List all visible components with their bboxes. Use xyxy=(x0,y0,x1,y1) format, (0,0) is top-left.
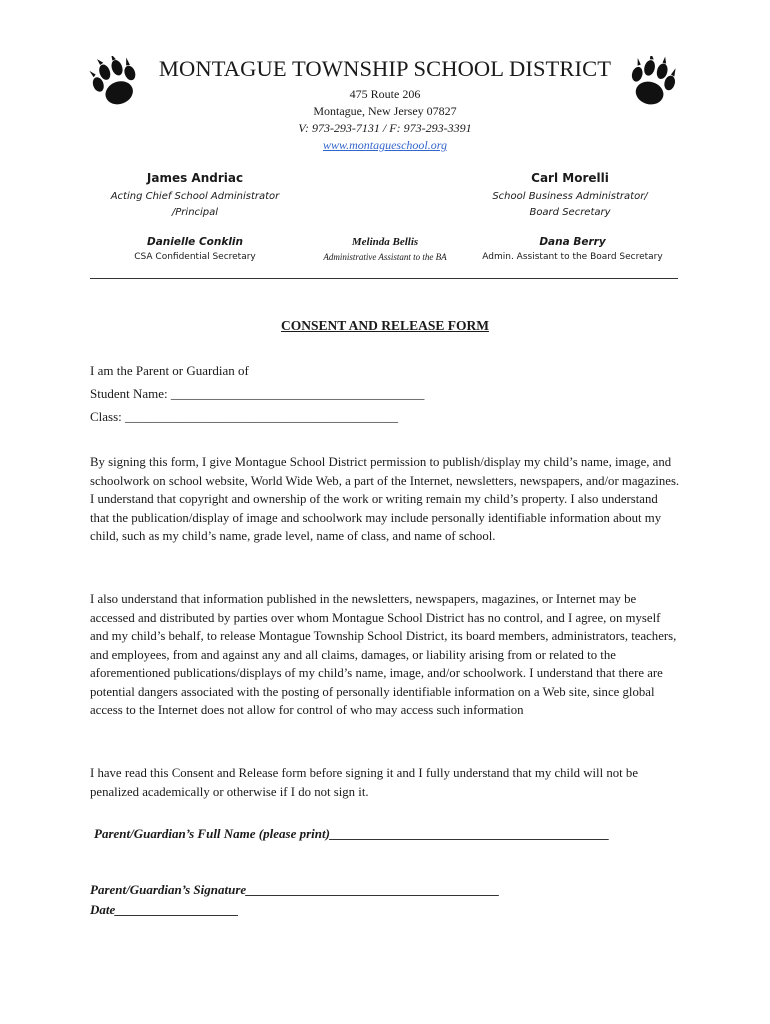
release-paragraph: I also understand that information published in the newsletters, newspapers, magazines, or Internet may be accessed and distributed by parties over whom Montague School District has no control, and I agree, on myself and my child’s behalf, to release Montague Township School District, its board members, administrators, teachers, and employees, from and against any and all claims, damages, or liability arising from or related to the aforementioned publications/displays of my child’s name, image, and/or schoolwork. I understand that there are potential dangers associated with the posting of personally identifiable information on a Web site, since global access to the Internet does not allow for control of who may access such information xyxy=(90,592,677,717)
address-line-1: 475 Route 206 xyxy=(349,87,421,101)
staff-dana-berry xyxy=(480,236,665,264)
staff-name: Melinda Bellis xyxy=(351,236,419,248)
staff-name: Carl Morelli xyxy=(531,171,609,185)
staff-name: Danielle Conklin xyxy=(146,236,244,248)
form-title: CONSENT AND RELEASE FORM xyxy=(281,318,489,333)
staff-name: Dana Berry xyxy=(539,236,606,248)
acknowledgement-paragraph: I have read this Consent and Release form before signing it and I fully understand that my child will not be penalized academically or otherwise if I do not sign it. xyxy=(90,766,638,799)
date-field[interactable]: Date___________________ xyxy=(90,902,239,917)
staff-title: School Business Administrator/ Board Secretary xyxy=(492,191,648,218)
staff-title: Admin. Assistant to the Board Secretary xyxy=(482,252,663,262)
guardian-intro: I am the Parent or Guardian of xyxy=(90,363,249,378)
staff-title: Acting Chief School Administrator /Principal xyxy=(110,191,280,218)
consent-paragraph: By signing this form, I give Montague School District permission to publish/display my child’s name, image, and schoolwork on school website, World Wide Web, a part of the Internet, newsletters, newspapers, and/or magazines. I understand that copyright and ownership of the work or writing remain my child’s property. I also understand that the publication/display of image and schoolwork may include personally identifiable information about my child, such as my child’s name, grade level, name of class, and name of school. xyxy=(90,455,680,543)
staff-name: James Andriac xyxy=(146,171,244,185)
phone-fax: V: 973-293-7131 / F: 973-293-3391 xyxy=(298,121,472,135)
staff-melinda-bellis xyxy=(300,236,470,264)
student-name-field[interactable]: Student Name: _______________________________________ xyxy=(90,386,425,401)
address-line-2: Montague, New Jersey 07827 xyxy=(313,104,457,118)
staff-james-andriac xyxy=(100,171,290,221)
staff-carl-morelli xyxy=(480,171,660,221)
staff-danielle-conklin xyxy=(100,236,290,264)
website-link[interactable]: www.montagueschool.org xyxy=(322,138,447,152)
header-divider xyxy=(90,278,678,279)
full-name-field[interactable]: Parent/Guardian’s Full Name (please print)___________________________________________ xyxy=(94,826,610,841)
district-name: MONTAGUE TOWNSHIP SCHOOL DISTRICT xyxy=(158,56,612,81)
class-field[interactable]: Class: __________________________________________ xyxy=(90,409,399,424)
signature-field[interactable]: Parent/Guardian’s Signature_______________________________________ xyxy=(90,882,500,897)
staff-title: CSA Confidential Secretary xyxy=(134,252,256,262)
staff-title: Administrative Assistant to the BA xyxy=(323,252,447,262)
